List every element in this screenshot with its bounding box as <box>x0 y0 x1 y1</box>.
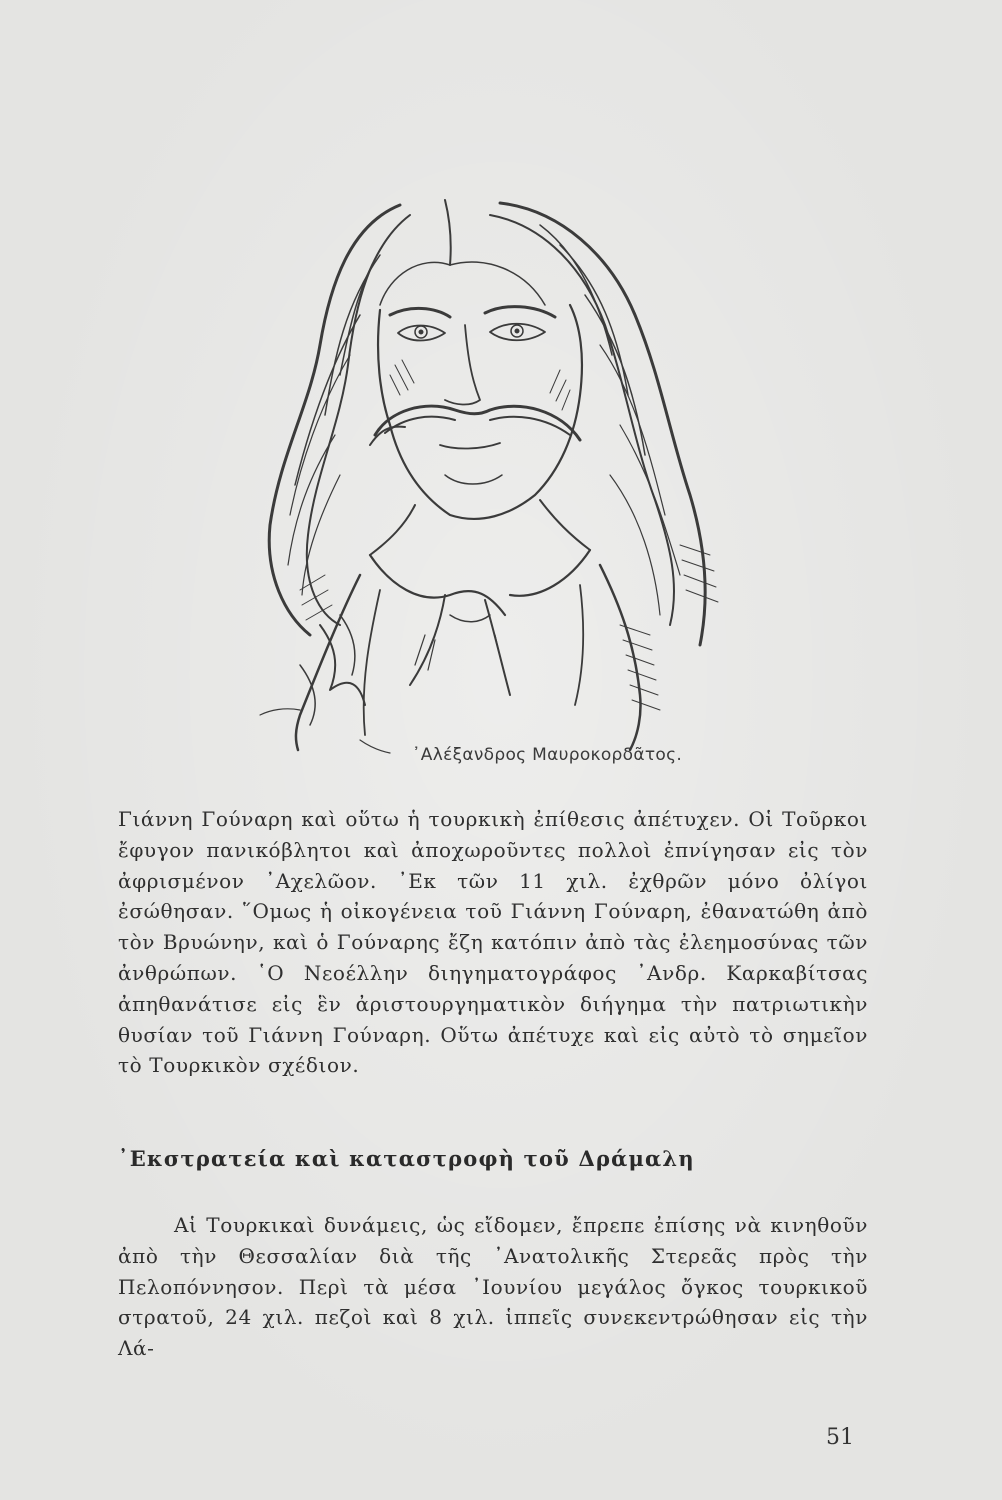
page-number: 51 <box>826 1425 854 1450</box>
body-paragraph-1: Γιάννη Γούναρη καὶ οὕτω ἡ τουρκικὴ ἐπίθεσις ἀπέτυχεν. Οἱ Τοῦρκοι ἔφυγον πανικόβλητοι καὶ ἀποχωροῦντες πολλοὶ ἐπνίγησαν εἰς τὸν ἀφρισμένον ᾿Αχελῶον. ᾿Εκ τῶν 11 χιλ. ἐχθρῶν μόνο ὀλίγοι ἐσώθησαν. ῞Ομως ἡ οἰκογένεια τοῦ Γιάννη Γούναρη, ἐθανατώθη ἀπὸ τὸν Βρυώνην, καὶ ὁ Γούναρης ἔζη κατόπιν ἀπὸ τὰς ἐλεημοσύνας τῶν ἀνθρώπων. ῾Ο Νεοέλλην διηγηματογράφος ᾿Ανδρ. Καρκαβίτσας ἀπηθανάτισε εἰς ἓν ἀριστουργηματικὸν διήγημα τὴν πατριωτικὴν θυσίαν τοῦ Γιάννη Γούναρη. Οὕτω ἀπέτυχε καὶ εἰς αὐτὸ τὸ σημεῖον τὸ Τουρκικὸν σχέδιον. <box>118 807 868 1078</box>
portrait-engraving <box>240 195 730 755</box>
portrait-caption: ᾿Αλέξανδρος Μαυροκορδᾶτος. <box>412 745 683 765</box>
body-paragraph-2: Αἱ Τουρκικαὶ δυνάμεις, ὡς εἴδομεν, ἔπρεπε ἐπίσης νὰ κινηθοῦν ἀπὸ τὴν Θεσσαλίαν διὰ τῆς ᾿Ανατολικῆς Στερεᾶς πρὸς τὴν Πελοπόννησον. Περὶ τὰ μέσα ᾿Ιουνίου μεγάλος ὄγκος τουρκικοῦ στρατοῦ, 24 χιλ. πεζοὶ καὶ 8 χιλ. ἱππεῖς συνεκεντρώθησαν εἰς τὴν Λά- <box>118 1213 868 1361</box>
section-heading: ᾿Εκστρατεία καὶ καταστροφὴ τοῦ Δράμαλη <box>118 1146 695 1171</box>
